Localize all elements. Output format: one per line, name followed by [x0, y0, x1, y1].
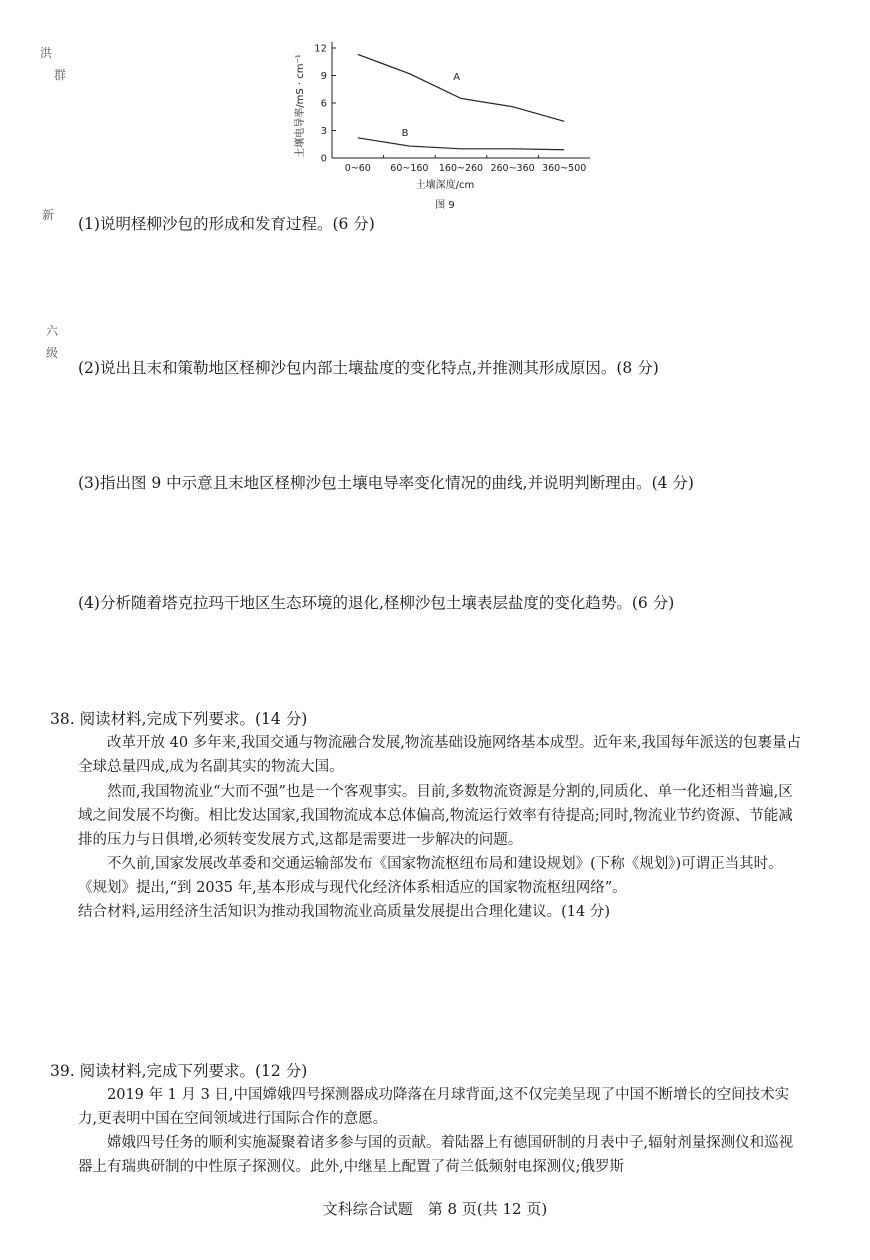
q38-paragraph-2: 然而,我国物流业“大而不强”也是一个客观事实。目前,多数物流资源是分割的,同质化、单一化还相当普遍,区域之间发展不均衡。相比发达国家,我国物流成本总体偏高,物流运行效率有待提高;同时,物流业节约资源、节能减排的压力与日俱增,必须转变发展方式,这都是需要进一步解决的问题。	[78, 784, 793, 848]
x-tick-label: 360~500	[542, 163, 587, 174]
margin-mark: 新	[42, 208, 55, 222]
series-label-A: A	[453, 72, 461, 84]
margin-mark: 群	[54, 68, 67, 82]
margin-mark: 级	[46, 346, 59, 360]
y-tick-label: 12	[314, 43, 327, 55]
margin-mark: 洪	[40, 46, 53, 60]
q39-title: 39. 阅读材料,完成下列要求。(12 分)	[50, 1062, 308, 1080]
question-1: (1)说明柽柳沙包的形成和发育过程。(6 分)	[78, 215, 375, 233]
series-label-B: B	[401, 127, 409, 139]
page-footer: 文科综合试题 第 8 页(共 12 页)	[322, 1200, 548, 1218]
q38-paragraph-1: 改革开放 40 多年来,我国交通与物流融合发展,物流基础设施网络基本成型。近年来,我国每年派送的包裹量占全球总量四成,成为名副其实的物流大国。	[78, 735, 801, 775]
question-2: (2)说出且末和策勒地区柽柳沙包内部土壤盐度的变化特点,并推测其形成原因。(8 分)	[78, 359, 659, 377]
y-axis-label: 土壤电导率/mS · cm⁻¹	[295, 54, 306, 158]
question-4: (4)分析随着塔克拉玛干地区生态环境的退化,柽柳沙包土壤表层盐度的变化趋势。(6 分)	[78, 594, 675, 612]
margin-mark: 六	[46, 324, 59, 338]
chart-axes	[314, 42, 590, 174]
q39-paragraph-1: 2019 年 1 月 3 日,中国嫦娥四号探测器成功降落在月球背面,这不仅完美呈现了中国不断增长的空间技术实力,更表明中国在空间领域进行国际合作的意愿。	[78, 1087, 790, 1127]
q38-title: 38. 阅读材料,完成下列要求。(14 分)	[50, 710, 308, 728]
x-tick-label: 260~360	[490, 163, 535, 174]
x-tick-label: 60~160	[390, 163, 429, 174]
x-axis-label: 土壤深度/cm	[415, 180, 475, 191]
y-tick-label: 6	[320, 98, 327, 110]
question-3: (3)指出图 9 中示意且末地区柽柳沙包土壤电导率变化情况的曲线,并说明判断理由。(4 分)	[78, 474, 694, 492]
q39-paragraph-2: 嫦娥四号任务的顺利实施凝聚着诸多参与国的贡献。着陆器上有德国研制的月表中子,辐射剂量探测仪和巡视器上有瑞典研制的中性原子探测仪。此外,中继星上配置了荷兰低频射电探测仪;俄罗斯	[78, 1135, 794, 1175]
x-tick-label: 160~260	[438, 163, 484, 174]
y-tick-label: 9	[320, 71, 327, 82]
series-line-B	[358, 138, 564, 150]
chart-series	[358, 54, 564, 149]
figure-9-chart	[290, 38, 610, 216]
y-tick-label: 0	[320, 153, 327, 165]
figure-caption: 图 9	[435, 200, 455, 211]
y-tick-label: 3	[320, 126, 327, 137]
q38-task: 结合材料,运用经济生活知识为推动我国物流业高质量发展提出合理化建议。(14 分)	[78, 904, 610, 920]
x-tick-label: 0~60	[344, 163, 371, 174]
q38-paragraph-3: 不久前,国家发展改革委和交通运输部发布《国家物流枢纽布局和建设规划》(下称《规划》)可谓正当其时。《规划》提出,“到 2035 年,基本形成与现代化经济体系相适应的国家物流枢纽网络”。	[78, 856, 783, 896]
series-line-A	[358, 54, 564, 121]
